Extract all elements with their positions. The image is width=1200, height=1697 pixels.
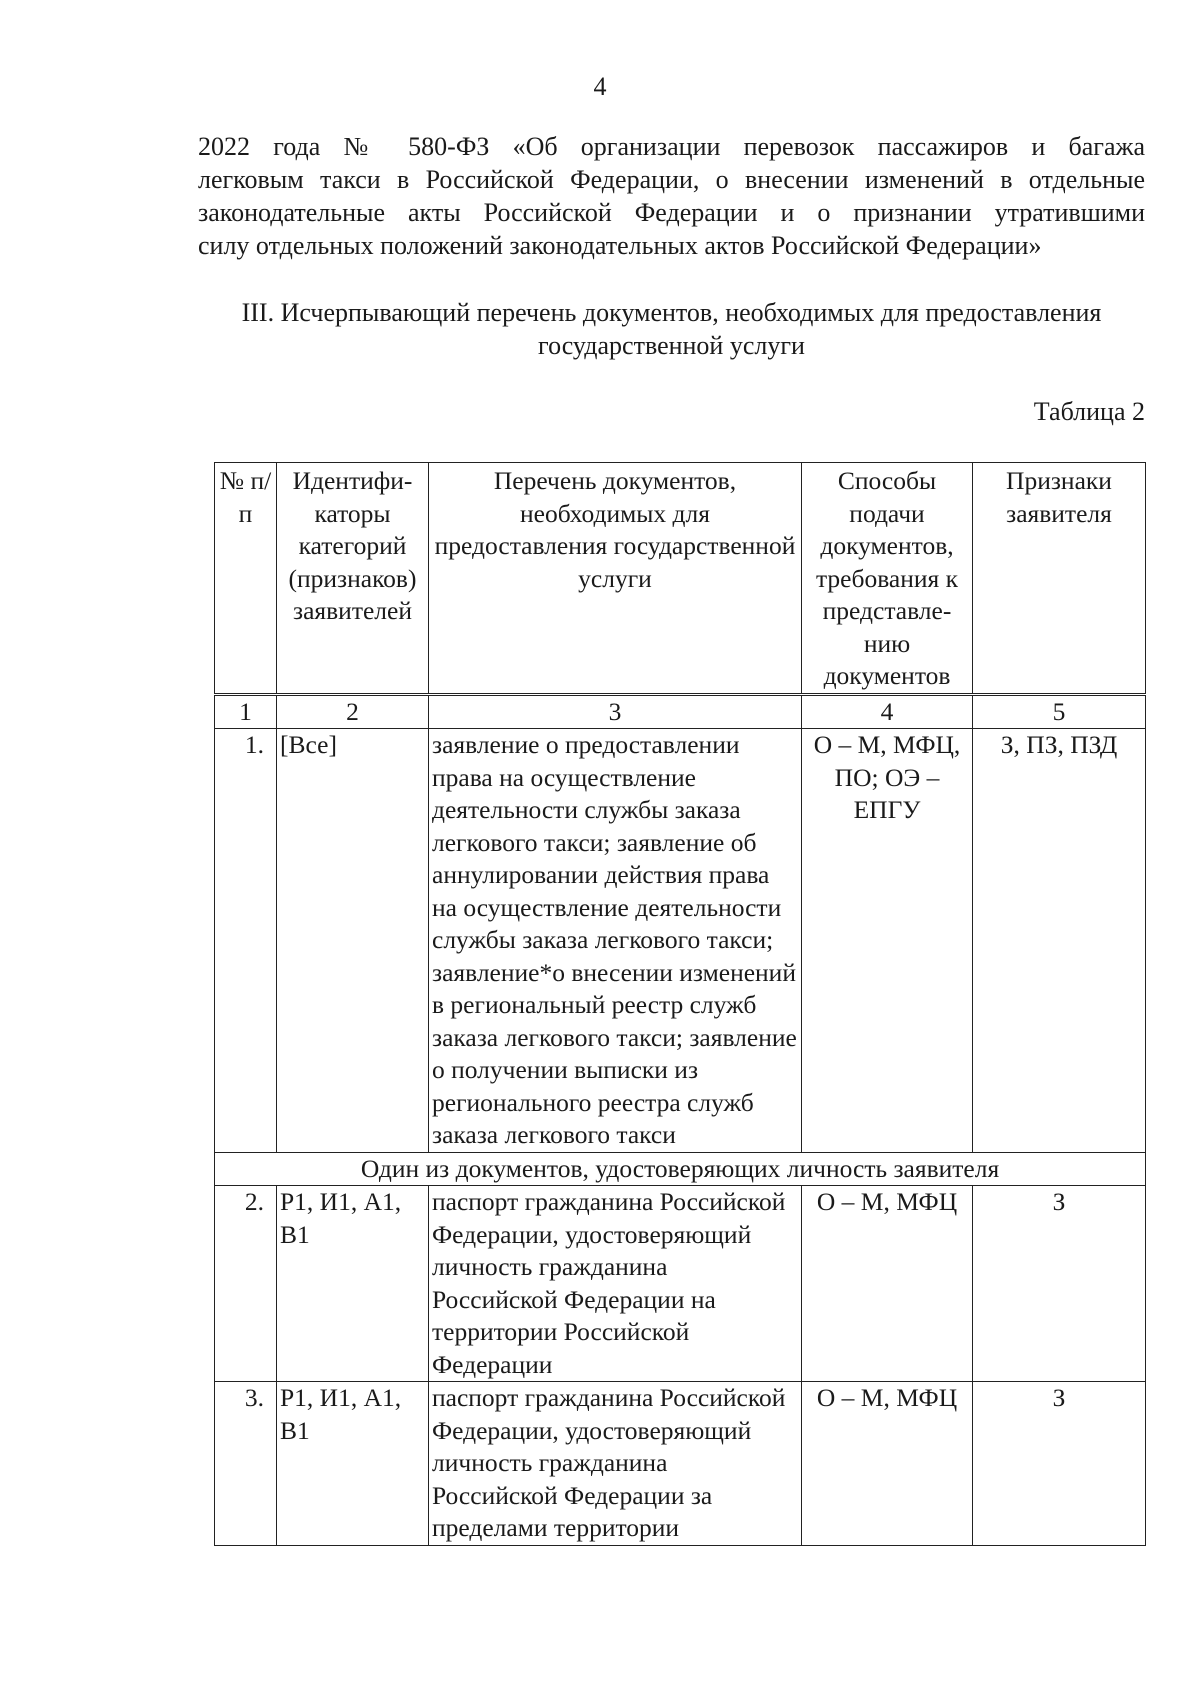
section-title (198, 296, 1145, 362)
row-number: 1. (215, 729, 277, 1153)
intro-line: законодательные акты Российской Федерации и о признании утратившими (198, 198, 1145, 227)
header-signs: Признаки заявителя (973, 463, 1146, 695)
table-header-row (215, 463, 1146, 695)
table-row (215, 1382, 1146, 1546)
row-signs: З, ПЗ, ПЗД (973, 729, 1146, 1153)
column-number: 3 (429, 694, 802, 729)
row-documents: заявление о предоставлении права на осуществление деятельности службы заказа легкового такси; заявление об аннулировании действия права на осуществление деятельности службы заказа легкового такси; заявление*о внесении изменений в региональный реестр служб заказа легкового такси; заявление о получении выписки из регионального реестра служб заказа легкового такси (429, 729, 802, 1153)
column-numbering-row (215, 694, 1146, 729)
intro-paragraph (198, 130, 1145, 262)
row-signs: З (973, 1382, 1146, 1546)
row-identifiers: Р1, И1, А1, В1 (277, 1186, 429, 1382)
section-title-line: III. Исчерпывающий перечень документов, необходимых для предоставления (241, 298, 1102, 327)
table-caption: Таблица 2 (1033, 397, 1145, 426)
documents-table (214, 462, 1146, 1546)
table-row (215, 729, 1146, 1153)
intro-line: силу отдельных положений законодательных актов Российской Федерации» (198, 231, 1042, 260)
page-number: 4 (593, 72, 607, 101)
row-number: 2. (215, 1186, 277, 1382)
row-identifiers: Р1, И1, А1, В1 (277, 1382, 429, 1546)
header-number: № п/п (215, 463, 277, 695)
header-identifiers: Идентифи-каторы категорий (признаков) заявителей (277, 463, 429, 695)
section-title-line: государственной услуги (538, 331, 805, 360)
row-number: 3. (215, 1382, 277, 1546)
table-row (215, 1186, 1146, 1382)
intro-line: 2022 года № 580-ФЗ «Об организации перевозок пассажиров и багажа (198, 132, 1145, 161)
row-methods: О – М, МФЦ (802, 1186, 973, 1382)
row-methods: О – М, МФЦ, ПО; ОЭ – ЕПГУ (802, 729, 973, 1153)
row-documents: паспорт гражданина Российской Федерации, удостоверяющий личность гражданина Российской Федерации за пределами территории (429, 1382, 802, 1546)
header-methods: Способы подачи документов, требования к представле-нию документов (802, 463, 973, 695)
header-documents: Перечень документов, необходимых для предоставления государственной услуги (429, 463, 802, 695)
row-signs: З (973, 1186, 1146, 1382)
column-number: 1 (215, 694, 277, 729)
row-methods: О – М, МФЦ (802, 1382, 973, 1546)
table-separator-row (215, 1152, 1146, 1186)
row-documents: паспорт гражданина Российской Федерации, удостоверяющий личность гражданина Российской Федерации на территории Российской Федерации (429, 1186, 802, 1382)
intro-line: легковым такси в Российской Федерации, о внесении изменений в отдельные (198, 165, 1145, 194)
column-number: 5 (973, 694, 1146, 729)
column-number: 2 (277, 694, 429, 729)
separator-text: Один из документов, удостоверяющих личность заявителя (215, 1152, 1146, 1186)
row-identifiers: [Все] (277, 729, 429, 1153)
column-number: 4 (802, 694, 973, 729)
